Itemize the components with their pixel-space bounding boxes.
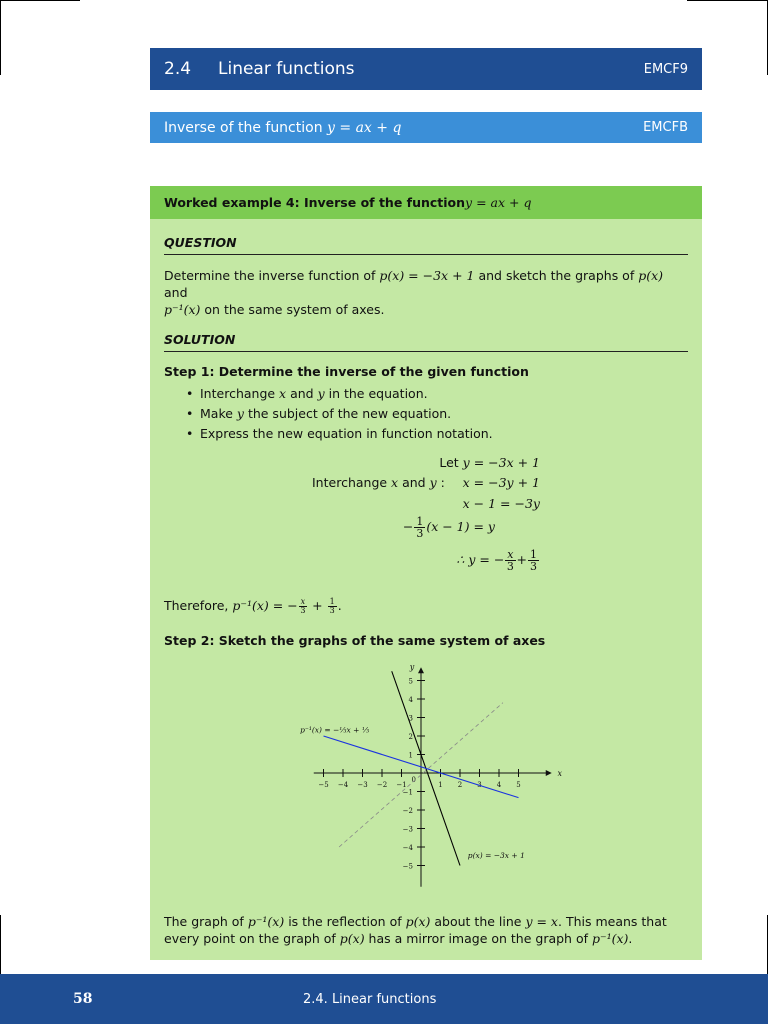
series-label-p-inverse: p⁻¹(x) = −⅓x + ⅓ — [300, 725, 370, 735]
x-tick-label: 1 — [438, 781, 443, 789]
section-number: 2.4 — [164, 59, 192, 79]
page-number: 58 — [73, 991, 93, 1007]
footer-title: 2.4. Linear functions — [303, 992, 437, 1007]
question-label: QUESTION — [164, 235, 688, 255]
x-axis-arrow — [546, 770, 552, 776]
y-tick-label: 3 — [408, 714, 413, 723]
y-tick-label: 2 — [408, 733, 413, 741]
series-label-p: p(x) = −3x + 1 — [467, 851, 525, 861]
x-tick-label: −5 — [318, 781, 329, 789]
graph — [150, 186, 702, 960]
crop-mark — [687, 0, 768, 1]
x-tick-label: 5 — [516, 781, 521, 789]
step1-title: Step 1: Determine the inverse of the given function — [164, 364, 529, 379]
derivation-line-5: ∴ y = − $\frac{x}{3}$ + $\frac{1}{3}$ — [456, 548, 537, 573]
y-tick-label: −1 — [402, 788, 413, 797]
worked-example-box — [150, 186, 702, 960]
crop-mark — [0, 0, 1, 75]
worked-example-heading: Worked example 4: Inverse of the function y = ax + q — [150, 186, 702, 219]
section-header — [150, 48, 702, 90]
y-tick-label: −2 — [402, 807, 413, 815]
derivation-line-2-right: x = −3y + 1 — [462, 475, 540, 490]
x-tick-label: −2 — [376, 781, 388, 789]
y-tick-label: −3 — [402, 825, 413, 834]
derivation-line-1: Let y = −3x + 1 — [439, 455, 540, 470]
origin-label: 0 — [411, 776, 416, 784]
y-tick-label: 4 — [408, 696, 413, 704]
y-tick-label: 1 — [408, 751, 413, 760]
x-tick-label: −4 — [337, 781, 349, 789]
step2-title: Step 2: Sketch the graphs of the same system of axes — [164, 633, 546, 648]
y-axis-label: y — [409, 662, 415, 672]
crop-mark — [0, 915, 1, 974]
subsection-title: Inverse of the function y = ax + q — [164, 119, 402, 136]
question-text: Determine the inverse function of p(x) = −3x + 1 and sketch the graphs of p(x) and p⁻¹(x) on the same system of axes. — [164, 268, 664, 317]
section-code: EMCF9 — [643, 61, 688, 77]
y-axis-arrow — [418, 667, 424, 673]
solution-label: SOLUTION — [164, 332, 688, 352]
derivation-line-3: x − 1 = −3y — [462, 496, 540, 511]
x-tick-label: 4 — [496, 781, 502, 789]
y-tick-label: −5 — [402, 862, 413, 871]
derivation-line-2-left: Interchange x and y : — [312, 475, 445, 490]
x-tick-label: −3 — [357, 781, 368, 789]
crop-mark — [0, 0, 80, 1]
x-tick-label: 2 — [457, 781, 463, 789]
list-item: • Interchange x and y in the equation. — [186, 384, 688, 404]
derivation-line-4: − $\frac{1}{3}$ (x − 1) = y — [402, 515, 495, 540]
y-tick-label: −4 — [402, 844, 413, 852]
x-axis-label: x — [557, 769, 563, 778]
subsection-code: EMCFB — [643, 120, 688, 135]
x-tick-label: −1 — [396, 781, 407, 789]
list-item: • Express the new equation in function notation. — [186, 424, 688, 444]
subsection-header — [150, 112, 702, 143]
x-tick-label: 3 — [477, 781, 482, 789]
therefore-statement: Therefore, p⁻¹(x) = − $\frac{x}{3}$ + $\frac{1}{3}$ . — [164, 597, 342, 615]
y-tick-label: 5 — [408, 677, 413, 686]
page-footer — [0, 974, 768, 1024]
conclusion-text: The graph of p⁻¹(x) is the reflection of p(x) about the line y = x. This means that every point on the graph of p(x) has a mirror image on the graph of p⁻¹(x). — [164, 914, 667, 946]
section-title: Linear functions — [218, 59, 355, 79]
list-item: • Make y the subject of the new equation. — [186, 404, 688, 424]
